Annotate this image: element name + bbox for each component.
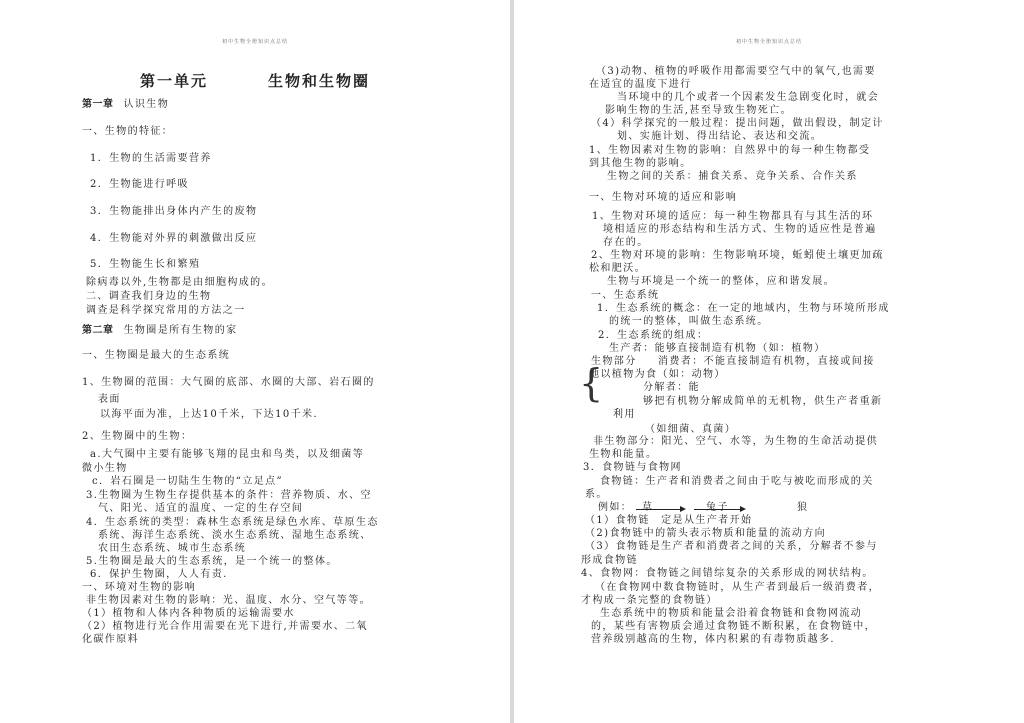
food-chain-item: 狼: [797, 502, 809, 513]
brace-symbol: {: [579, 361, 604, 405]
chapter-label: 第一章: [82, 99, 114, 110]
food-chain-item: 兔子: [706, 502, 729, 513]
text-line: 农田生态系统、城市生态系统: [98, 543, 247, 554]
list-item: 2．生物能进行呼吸: [90, 179, 189, 190]
text-line: 划、实施计划、得出结论、表达和交流。: [617, 131, 823, 142]
text-line: 6．保护生物圈，人人有责.: [90, 569, 228, 580]
section-heading: 二、调查我们身边的生物: [86, 291, 212, 302]
page-header: 初中生物全册知识点总结: [735, 39, 802, 45]
text-line: 3.生物圈为生物生存提供基本的条件：营养物质、水、空: [86, 490, 372, 501]
text-line: 除病毒以外,生物都是由细胞构成的。: [86, 277, 273, 288]
section-heading: 一、生物对环境的适应和影响: [589, 192, 738, 203]
chapter-label: 第二章: [82, 325, 114, 336]
list-item: 5．生物能生长和繁殖: [90, 259, 201, 270]
list-item: 3．生物能排出身体内产生的废物: [90, 206, 258, 217]
text-line: （如细菌、真菌）: [645, 424, 737, 435]
text-line: 营养级别越高的生物，体内积累的有毒物质越多.: [591, 634, 835, 645]
text-line: 消费者：不能直接制造有机物，直接或间接: [658, 356, 875, 367]
text-line: 存在的。: [603, 237, 649, 248]
text-line: 的统一的整体，叫做生态系统。: [609, 316, 769, 327]
list-item: 1．生物的生活需要营养: [90, 153, 212, 164]
text-line: 2、生物圈中的生物：: [82, 431, 193, 442]
text-line: 5.生物圈是最大的生态系统，是一个统一的整体。: [86, 556, 338, 567]
chapter-title: 认识生物: [123, 99, 170, 110]
text-line: 表面: [98, 394, 121, 405]
arrow-line: [694, 509, 742, 510]
chapter-title: 生物圈是所有生物的家: [123, 325, 238, 336]
text-line: 在适宜的温度下进行: [589, 79, 692, 90]
text-line: 气、阳光、适宜的温度、一定的生存空间: [98, 503, 304, 514]
text-line: 松和肥沃。: [589, 263, 646, 274]
text-line: （3）食物链是生产者和消费者之间的关系，分解者不参与: [585, 541, 878, 552]
food-chain-example: 例如：: [598, 502, 633, 513]
text-line: 调查是科学探究常用的方法之一: [86, 305, 246, 316]
text-line: 才构成一条完整的食物链）: [581, 595, 718, 606]
text-line: c．岩石圈是一切陆生生物的“立足点”: [92, 476, 284, 487]
text-line: （4）科学探究的一般过程：提出问题，做出假设，制定计: [591, 118, 884, 129]
text-line: 到其他生物的影响。: [589, 158, 692, 169]
text-line: 1、生物对环境的适应：每一种生物都具有与其生活的环: [592, 211, 874, 222]
chapter-2-heading: [82, 325, 238, 337]
text-line: 当环境中的几个或者一个因素发生急剧变化时，就会: [617, 92, 880, 103]
text-line: 食物链：生产者和消费者之间由于吃与被吃而形成的关: [600, 476, 874, 487]
text-line: 系。: [585, 489, 608, 500]
section-heading: 一、生物的特征：: [82, 126, 174, 137]
section-heading: 一、生态系统: [591, 290, 660, 301]
text-line: 2、生物对环境的影响：生物影响环境，蚯蚓使土壤更加疏: [591, 250, 884, 261]
left-page: [0, 0, 510, 723]
text-line: （1）食物链 定是从生产者开始: [585, 515, 753, 526]
text-line: 以海平面为准，上达10千米，下达10千米．: [100, 409, 325, 420]
text-line: a.大气圈中主要有能够飞翔的昆虫和鸟类，以及细菌等: [90, 449, 365, 460]
unit-name: 生物和生物圈: [268, 72, 371, 90]
text-line: 生物部分: [591, 356, 637, 367]
arrow-icon: [680, 506, 686, 512]
text-line: 微小生物: [82, 463, 128, 474]
text-line: 地以植物为食（如：动物）: [589, 369, 726, 380]
chapter-1-heading: [82, 99, 169, 111]
list-item: 4．生物能对外界的刺激做出反应: [90, 233, 258, 244]
section-heading: 一、生物圈是最大的生态系统: [82, 350, 231, 361]
unit-number: 第一单元: [140, 72, 209, 90]
food-chain-item: 草: [642, 502, 654, 513]
text-line: 2．生态系统的组成：: [598, 330, 709, 341]
text-line: 够把有机物分解成简单的无机物，供生产者重新: [643, 396, 883, 407]
text-line: 影响生物的生活,甚至导致生物死亡。: [605, 105, 792, 116]
page-header: 初中生物全册知识点总结: [221, 39, 288, 45]
text-line: 生态系统中的物质和能量会沿着食物链和食物网流动: [600, 608, 863, 619]
text-line: （在食物网中数食物链时，从生产者到最后一级消费者，: [595, 582, 880, 593]
text-line: （1）植物和人体内各种物质的运输需要水: [82, 608, 295, 619]
text-line: 1、生物因素对生物的影响：自然界中的每一种生物都受: [589, 145, 871, 156]
text-line: 的，某些有害物质会通过食物链不断积累，在食物链中，: [591, 621, 876, 632]
text-line: 生物与环境是一个统一的整体，应和谐发展。: [607, 276, 835, 287]
text-line: 境相适应的形态结构和生活方式、生物的适应性是普遍: [603, 224, 877, 235]
text-line: 1、生物圈的范围：大气圈的底部、水圈的大部、岩石圈的: [82, 377, 375, 388]
text-line: （3)动物、植物的呼吸作用都需要空气中的氧气,也需要: [596, 66, 876, 77]
text-line: 分解者：能: [643, 382, 700, 393]
text-line: （2)食物链中的箭头表示物质和能量的流动方向: [585, 528, 827, 539]
text-line: 非生物因素对生物的影响：光、温度、水分、空气等等。: [86, 595, 371, 606]
section-heading: 一、环境对生物的影响: [82, 582, 196, 593]
text-line: （2）植物进行光合作用需要在光下进行,并需要水、二氧: [82, 621, 368, 632]
text-line: 化碳作原料: [82, 634, 139, 645]
text-line: 生物之间的关系：捕食关系、竞争关系、合作关系: [607, 171, 858, 182]
text-line: 4、食物网：食物链之间错综复杂的关系形成的网状结构。: [581, 568, 874, 579]
arrow-icon: [740, 506, 746, 512]
text-line: 系统、海洋生态系统、淡水生态系统、湿地生态系统、: [98, 530, 372, 541]
text-line: 形成食物链: [581, 555, 638, 566]
unit-title: [140, 70, 370, 91]
text-line: 利用: [613, 409, 636, 420]
text-line: 生产者：能够直接制造有机物（如：植物）: [609, 343, 826, 354]
text-line: 生物和能量。: [589, 449, 658, 460]
text-line: 非生物部分：阳光、空气、水等，为生物的生命活动提供: [593, 436, 878, 447]
text-line: 1．生态系统的概念：在一定的地域内，生物与环境所形成: [597, 303, 890, 314]
arrow-line: [636, 509, 682, 510]
section-heading: 3．食物链与食物网: [583, 462, 682, 473]
text-line: 4．生态系统的类型：森林生态系统是绿色水库、草原生态: [86, 517, 379, 528]
